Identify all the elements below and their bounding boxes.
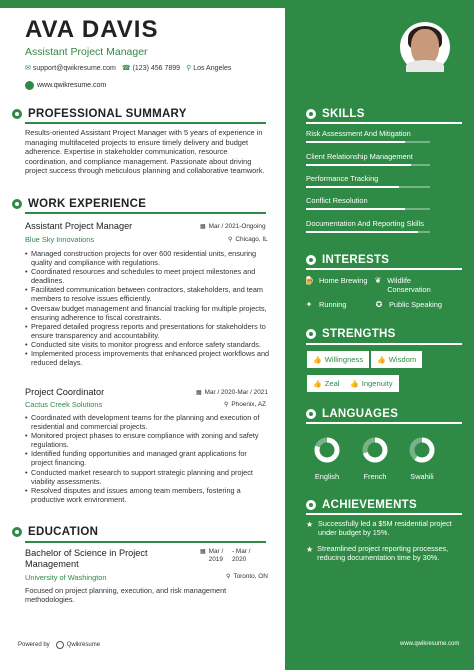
- phone-text: (123) 456 7899: [132, 65, 181, 72]
- beer-icon: 🍺: [304, 276, 314, 285]
- degree-title: Bachelor of Science in Project Management: [25, 548, 148, 569]
- languages-title: LANGUAGES: [322, 408, 399, 420]
- job-company: Cactus Creek Solutions: [25, 400, 103, 409]
- thumbs-up-icon: 👍: [350, 380, 359, 388]
- strength-chip: [307, 351, 369, 368]
- education-location: [226, 573, 268, 580]
- phone-icon: ☎: [121, 65, 131, 72]
- location-pin-icon: ⚲: [224, 402, 229, 408]
- summary-text: Results-oriented Assistant Project Manager with 5 years of experience in managing multifaceted projects to ensure timely delivery and budget adherence. Expertise in stakeholder communication, resource coordination, and compliance management. Passionate about driving project success through meticulous planning and collaborative teamwork.: [25, 128, 265, 176]
- skill-fill: [306, 141, 405, 143]
- achievement-item: [306, 545, 456, 563]
- language-name: English: [314, 472, 340, 481]
- skills-heading: [306, 108, 365, 120]
- strength-label: Zeal: [324, 379, 340, 388]
- thumbs-up-icon: 👍: [377, 356, 386, 364]
- location-text: Los Angeles: [193, 65, 232, 72]
- strength-chip: [371, 351, 422, 368]
- achievement-text: Successfully led a $5M residential project under budget by 15%.: [317, 519, 452, 537]
- strengths-divider: [306, 343, 462, 345]
- photo-shirt: [406, 60, 444, 72]
- language-ring: [313, 436, 341, 464]
- interest-item: [304, 300, 347, 309]
- education-dates: [200, 548, 223, 563]
- edu-date-1: Mar /: [208, 548, 224, 555]
- skill-label: Performance Tracking: [306, 174, 379, 183]
- interests-heading: [306, 254, 389, 266]
- interest-label: Home Brewing: [319, 276, 368, 285]
- skill-item: [306, 129, 456, 143]
- list-item: • Conducted market research to support strategic planning and project viability assessments.: [25, 468, 270, 486]
- section-bullet-icon: [12, 199, 22, 209]
- interests-divider: [306, 268, 462, 270]
- skill-fill: [306, 186, 399, 188]
- language-name: French: [363, 472, 387, 481]
- job-bullets: [25, 413, 270, 504]
- education-heading: [12, 526, 98, 538]
- section-bullet-icon: [306, 329, 316, 339]
- experience-heading: [12, 198, 146, 210]
- strength-chip: [307, 375, 346, 392]
- job-dates-text: Mar / 2020-Mar / 2021: [204, 389, 268, 396]
- job-dates: [196, 389, 268, 396]
- job-company: Blue Sky Innovations: [25, 235, 95, 244]
- interest-item: [374, 276, 444, 294]
- job-title: Project Coordinator: [25, 387, 105, 397]
- edu-location-text: Toronto, ON: [233, 573, 268, 580]
- powered-by-text: Powered by: [18, 642, 50, 648]
- interest-label: Wildlife Conservation: [387, 276, 431, 294]
- calendar-icon: ▦: [196, 390, 202, 396]
- interest-item: [374, 300, 442, 309]
- list-item: • Identified funding opportunities and managed grant applications for project financing.: [25, 449, 270, 467]
- language-item: [402, 436, 442, 481]
- location-contact: [186, 64, 231, 72]
- strengths-heading: [306, 328, 396, 340]
- strength-label: Willingness: [324, 355, 364, 364]
- language-name: Swahili: [410, 472, 434, 481]
- list-item: • Resolved disputes and issues among team members, fostering a productive work environment.: [25, 486, 270, 504]
- skill-bar: [306, 164, 430, 166]
- phone-contact[interactable]: [122, 64, 180, 72]
- trophy-icon: ★: [306, 545, 314, 554]
- interest-item: [304, 276, 367, 285]
- skills-title: SKILLS: [322, 108, 365, 120]
- strengths-title: STRENGTHS: [322, 328, 396, 340]
- strength-label: Ingenuity: [361, 379, 393, 388]
- footer-url[interactable]: www.qwikresume.com: [400, 641, 460, 647]
- list-item: • Facilitated communication between contractors, stakeholders, and team members to resolve issues efficiently.: [25, 285, 270, 303]
- location-pin-icon: ⚲: [186, 65, 192, 72]
- achievement-item: [306, 520, 456, 538]
- email-text: support@qwikresume.com: [32, 65, 116, 72]
- contact-row: [25, 64, 231, 72]
- running-icon: ✦: [305, 300, 313, 309]
- skill-fill: [306, 208, 405, 210]
- calendar-icon: ▦: [200, 549, 206, 555]
- qwikresume-logo-icon: [56, 641, 64, 649]
- skill-label: Conflict Resolution: [306, 196, 368, 205]
- microphone-icon: ✪: [375, 300, 383, 309]
- top-accent-bar: [0, 0, 285, 8]
- list-item: • Coordinated with development teams for the planning and execution of residential and commercial projects.: [25, 413, 270, 431]
- skills-divider: [306, 122, 462, 124]
- achievement-text: Streamlined project reporting processes, reducing documentation time by 30%.: [317, 544, 449, 562]
- section-bullet-icon: [306, 409, 316, 419]
- experience-divider: [25, 212, 266, 214]
- summary-title: PROFESSIONAL SUMMARY: [28, 108, 187, 120]
- skill-fill: [306, 231, 418, 233]
- section-bullet-icon: [12, 527, 22, 537]
- strength-label: Wisdom: [388, 355, 417, 364]
- globe-icon: [25, 81, 34, 90]
- education-divider: [25, 541, 266, 543]
- job-location-text: Phoenix, AZ: [231, 401, 266, 408]
- skill-item: [306, 174, 456, 188]
- list-item: • Monitored project phases to ensure compliance with zoning and safety regulations.: [25, 431, 270, 449]
- section-bullet-icon: [306, 109, 316, 119]
- job-location: [228, 236, 268, 243]
- interests-title: INTERESTS: [322, 254, 390, 266]
- section-bullet-icon: [306, 500, 316, 510]
- skill-bar: [306, 186, 430, 188]
- brand-text[interactable]: Qwikresume: [66, 642, 101, 648]
- languages-divider: [306, 422, 462, 424]
- skill-item: [306, 152, 456, 166]
- experience-title: WORK EXPERIENCE: [28, 198, 147, 210]
- achievements-divider: [306, 513, 462, 515]
- edu-date-3: - Mar /: [232, 548, 251, 555]
- skill-fill: [306, 164, 411, 166]
- skill-bar: [306, 141, 430, 143]
- job-title: Assistant Project Manager: [25, 221, 133, 231]
- calendar-icon: ▦: [200, 224, 206, 230]
- skill-label: Risk Assessment And Mitigation: [306, 129, 411, 138]
- section-bullet-icon: [306, 255, 316, 265]
- location-pin-icon: ⚲: [228, 237, 233, 243]
- achievements-title: ACHIEVEMENTS: [322, 499, 417, 511]
- job-dates-text: Mar / 2021-Ongoing: [208, 223, 266, 230]
- summary-divider: [25, 122, 266, 124]
- strength-chip: [344, 375, 399, 392]
- leaf-icon: ❦: [374, 276, 382, 285]
- skill-label: Client Relationship Management: [306, 152, 413, 161]
- list-item: • Conducted site visits to monitor progress and enforce safety standards.: [25, 340, 270, 349]
- education-title: EDUCATION: [28, 526, 99, 538]
- list-item: • Implemented process improvements that enhanced project workflows and reduced delays.: [25, 349, 270, 367]
- summary-heading: [12, 108, 187, 120]
- language-item: [307, 436, 347, 481]
- language-ring: [361, 436, 389, 464]
- interest-label: Running: [319, 300, 347, 309]
- envelope-icon: ✉: [25, 65, 31, 72]
- education-description: Focused on project planning, execution, and risk management methodologies.: [25, 586, 227, 605]
- job-location: [224, 401, 266, 408]
- skill-item: [306, 219, 456, 233]
- thumbs-up-icon: 👍: [313, 356, 322, 364]
- list-item: • Prepared detailed progress reports and presentations for stakeholders to ensure transparency and accountability.: [25, 322, 270, 340]
- skill-bar: [306, 231, 430, 233]
- skill-item: [306, 196, 456, 210]
- skill-label: Documentation And Reporting Skills: [306, 219, 424, 228]
- edu-date-2: 2019: [208, 555, 223, 563]
- location-pin-icon: ⚲: [226, 574, 231, 580]
- language-item: [355, 436, 395, 481]
- candidate-role: Assistant Project Manager: [25, 46, 148, 58]
- list-item: • Oversaw budget management and financial tracking for multiple projects, ensuring adherence to fiscal constraints.: [25, 304, 270, 322]
- list-item: • Coordinated resources and schedules to meet project milestones and deadlines.: [25, 267, 270, 285]
- skill-bar: [306, 208, 430, 210]
- footer-powered: [18, 641, 100, 649]
- job-bullets: [25, 249, 270, 367]
- email-contact[interactable]: [25, 64, 116, 72]
- edu-date-4: 2020: [232, 555, 247, 563]
- profile-photo: [400, 22, 450, 72]
- candidate-name: AVA DAVIS: [25, 16, 159, 43]
- website-text: www.qwikresume.com: [37, 82, 107, 89]
- languages-heading: [306, 408, 398, 420]
- interest-label: Public Speaking: [389, 300, 443, 309]
- trophy-icon: ★: [306, 520, 314, 529]
- list-item: • Managed construction projects for over 600 residential units, ensuring quality and compliance with regulations.: [25, 249, 270, 267]
- school-name: University of Washington: [25, 573, 107, 582]
- job-location-text: Chicago, IL: [235, 236, 268, 243]
- language-ring: [408, 436, 436, 464]
- job-dates: [200, 223, 266, 230]
- thumbs-up-icon: 👍: [313, 380, 322, 388]
- achievements-heading: [306, 499, 417, 511]
- education-dates-end: [232, 548, 250, 563]
- website-contact[interactable]: [25, 81, 106, 90]
- section-bullet-icon: [12, 109, 22, 119]
